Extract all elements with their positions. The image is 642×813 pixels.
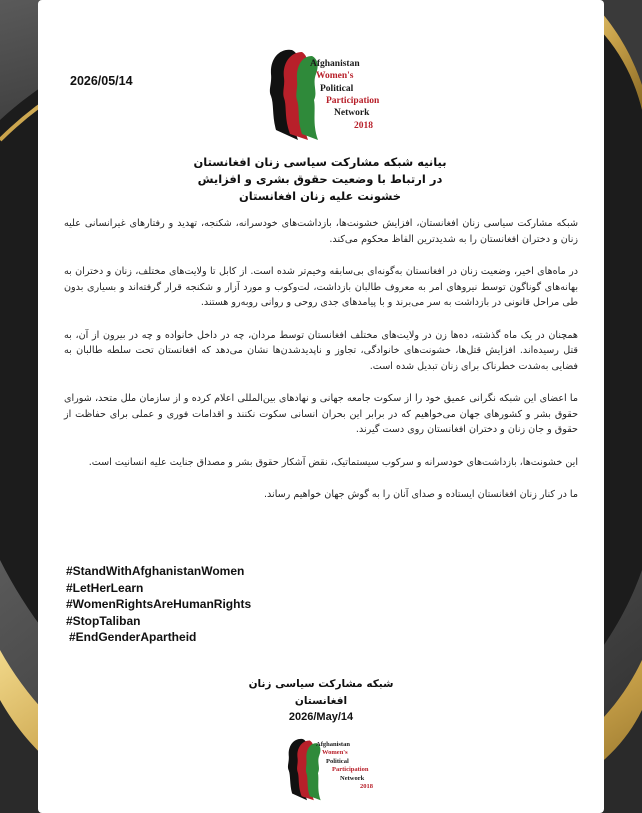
- logo-line-5: Network: [340, 774, 365, 782]
- statement-body: [64, 216, 578, 520]
- logo-line-4: Participation: [326, 96, 380, 107]
- document-date: 2026/05/14: [70, 74, 133, 88]
- signature-date: 2026/May/14: [288, 711, 354, 723]
- body-paragraph: همچنان در یک ماه گذشته، ده‌ها زن در ولایت‌های مختلف افغانستان توسط مردان، چه در داخل خانواده و چه در بیرون از آن، به قتل رسیده‌اند. افزایش قتل‌ها، خشونت‌های خانوادگی، تجاوز و ناپدیدشدن‌ها نشان می‌دهد که افغانستان تحت سلطه طالبان به فضایی به‌شدت خطرناک برای زنان تبدیل شده است.: [64, 329, 578, 372]
- hashtag: #StopTaliban: [66, 613, 141, 628]
- network-logo-top: [262, 44, 382, 144]
- logo-line-6: 2018: [354, 120, 373, 131]
- hashtag: #EndGenderApartheid: [69, 630, 197, 644]
- logo-text: [316, 741, 373, 792]
- hashtag: #StandWithAfghanistanWomen: [66, 564, 245, 578]
- logo-line-2: Women's: [316, 71, 354, 82]
- logo-line-3: Political: [320, 83, 354, 94]
- body-paragraph: در ماه‌های اخیر، وضعیت زنان در افغانستان به‌گونه‌ای بی‌سابقه وخیم‌تر شده است. از کابل تا ولایت‌های مختلف، زنان و دختران به بهانه‌های گوناگون توسط نیروهای امر به معروف طالبان بازداشت، لت‌وکوب و مورد آزار و شکنجه قرار گرفته‌اند و بسیاری بدون طی مراحل قانونی در بازداشت به سر می‌برند و با پیامدهای جدی روحی و روانی روبه‌رو هستند.: [64, 266, 578, 308]
- statement-title: [120, 154, 520, 205]
- body-paragraph: شبکه مشارکت سیاسی زنان افغانستان، افزایش خشونت‌ها، بازداشت‌های خودسرانه، شکنجه، تهدید و رفتارهای غیرانسانی علیه زنان و دختران افغانستان را به شدیدترین الفاظ محکوم می‌کند.: [64, 218, 578, 245]
- logo-line-6: 2018: [360, 783, 373, 791]
- body-paragraph: ما اعضای این شبکه نگرانی عمیق خود را از سکوت جامعه جهانی و نهادهای بین‌المللی اعلام کرده و از سازمان ملل متحد، شورای حقوق بشر و کشورهای جهان می‌خواهیم که در برابر این بحران انسانی سکوت نکنند و اقدامات فوری و عملی برای حفاظت از حقوق و جان زنان و دختران افغانستان روی دست گیرند.: [64, 393, 578, 435]
- hashtag-list: [66, 563, 251, 646]
- hashtag: #LetHerLearn: [66, 580, 144, 595]
- body-paragraph: ما در کنار زنان افغانستان ایستاده و صدای آنان را به گوش جهان خواهیم رساند.: [263, 489, 578, 500]
- logo-line-1: Afghanistan: [316, 741, 350, 748]
- body-paragraph: این خشونت‌ها، بازداشت‌های خودسرانه و سرکوب سیستماتیک، نقض آشکار حقوق بشر و مصداق جنایت علیه انسانیت است.: [88, 456, 578, 468]
- logo-line-4: Participation: [332, 766, 369, 774]
- logo-line-5: Network: [334, 108, 370, 119]
- hashtag: #WomenRightsAreHumanRights: [66, 597, 252, 611]
- title-line: بیانیه شبکه مشارکت سیاسی زنان افغانستان: [193, 155, 447, 169]
- logo-line-3: Political: [326, 757, 349, 765]
- logo-line-2: Women's: [322, 749, 348, 757]
- logo-text: [310, 58, 379, 132]
- title-line: خشونت علیه زنان افغانستان: [238, 189, 402, 203]
- logo-line-1: Afghanistan: [310, 59, 360, 69]
- signature-name: شبکه مشارکت سیاسی زنان افغانستان: [248, 678, 394, 707]
- title-line: در ارتباط با وضعیت حقوق بشری و افزایش: [197, 172, 443, 186]
- network-logo-bottom: [282, 735, 373, 803]
- signature-block: [221, 676, 421, 725]
